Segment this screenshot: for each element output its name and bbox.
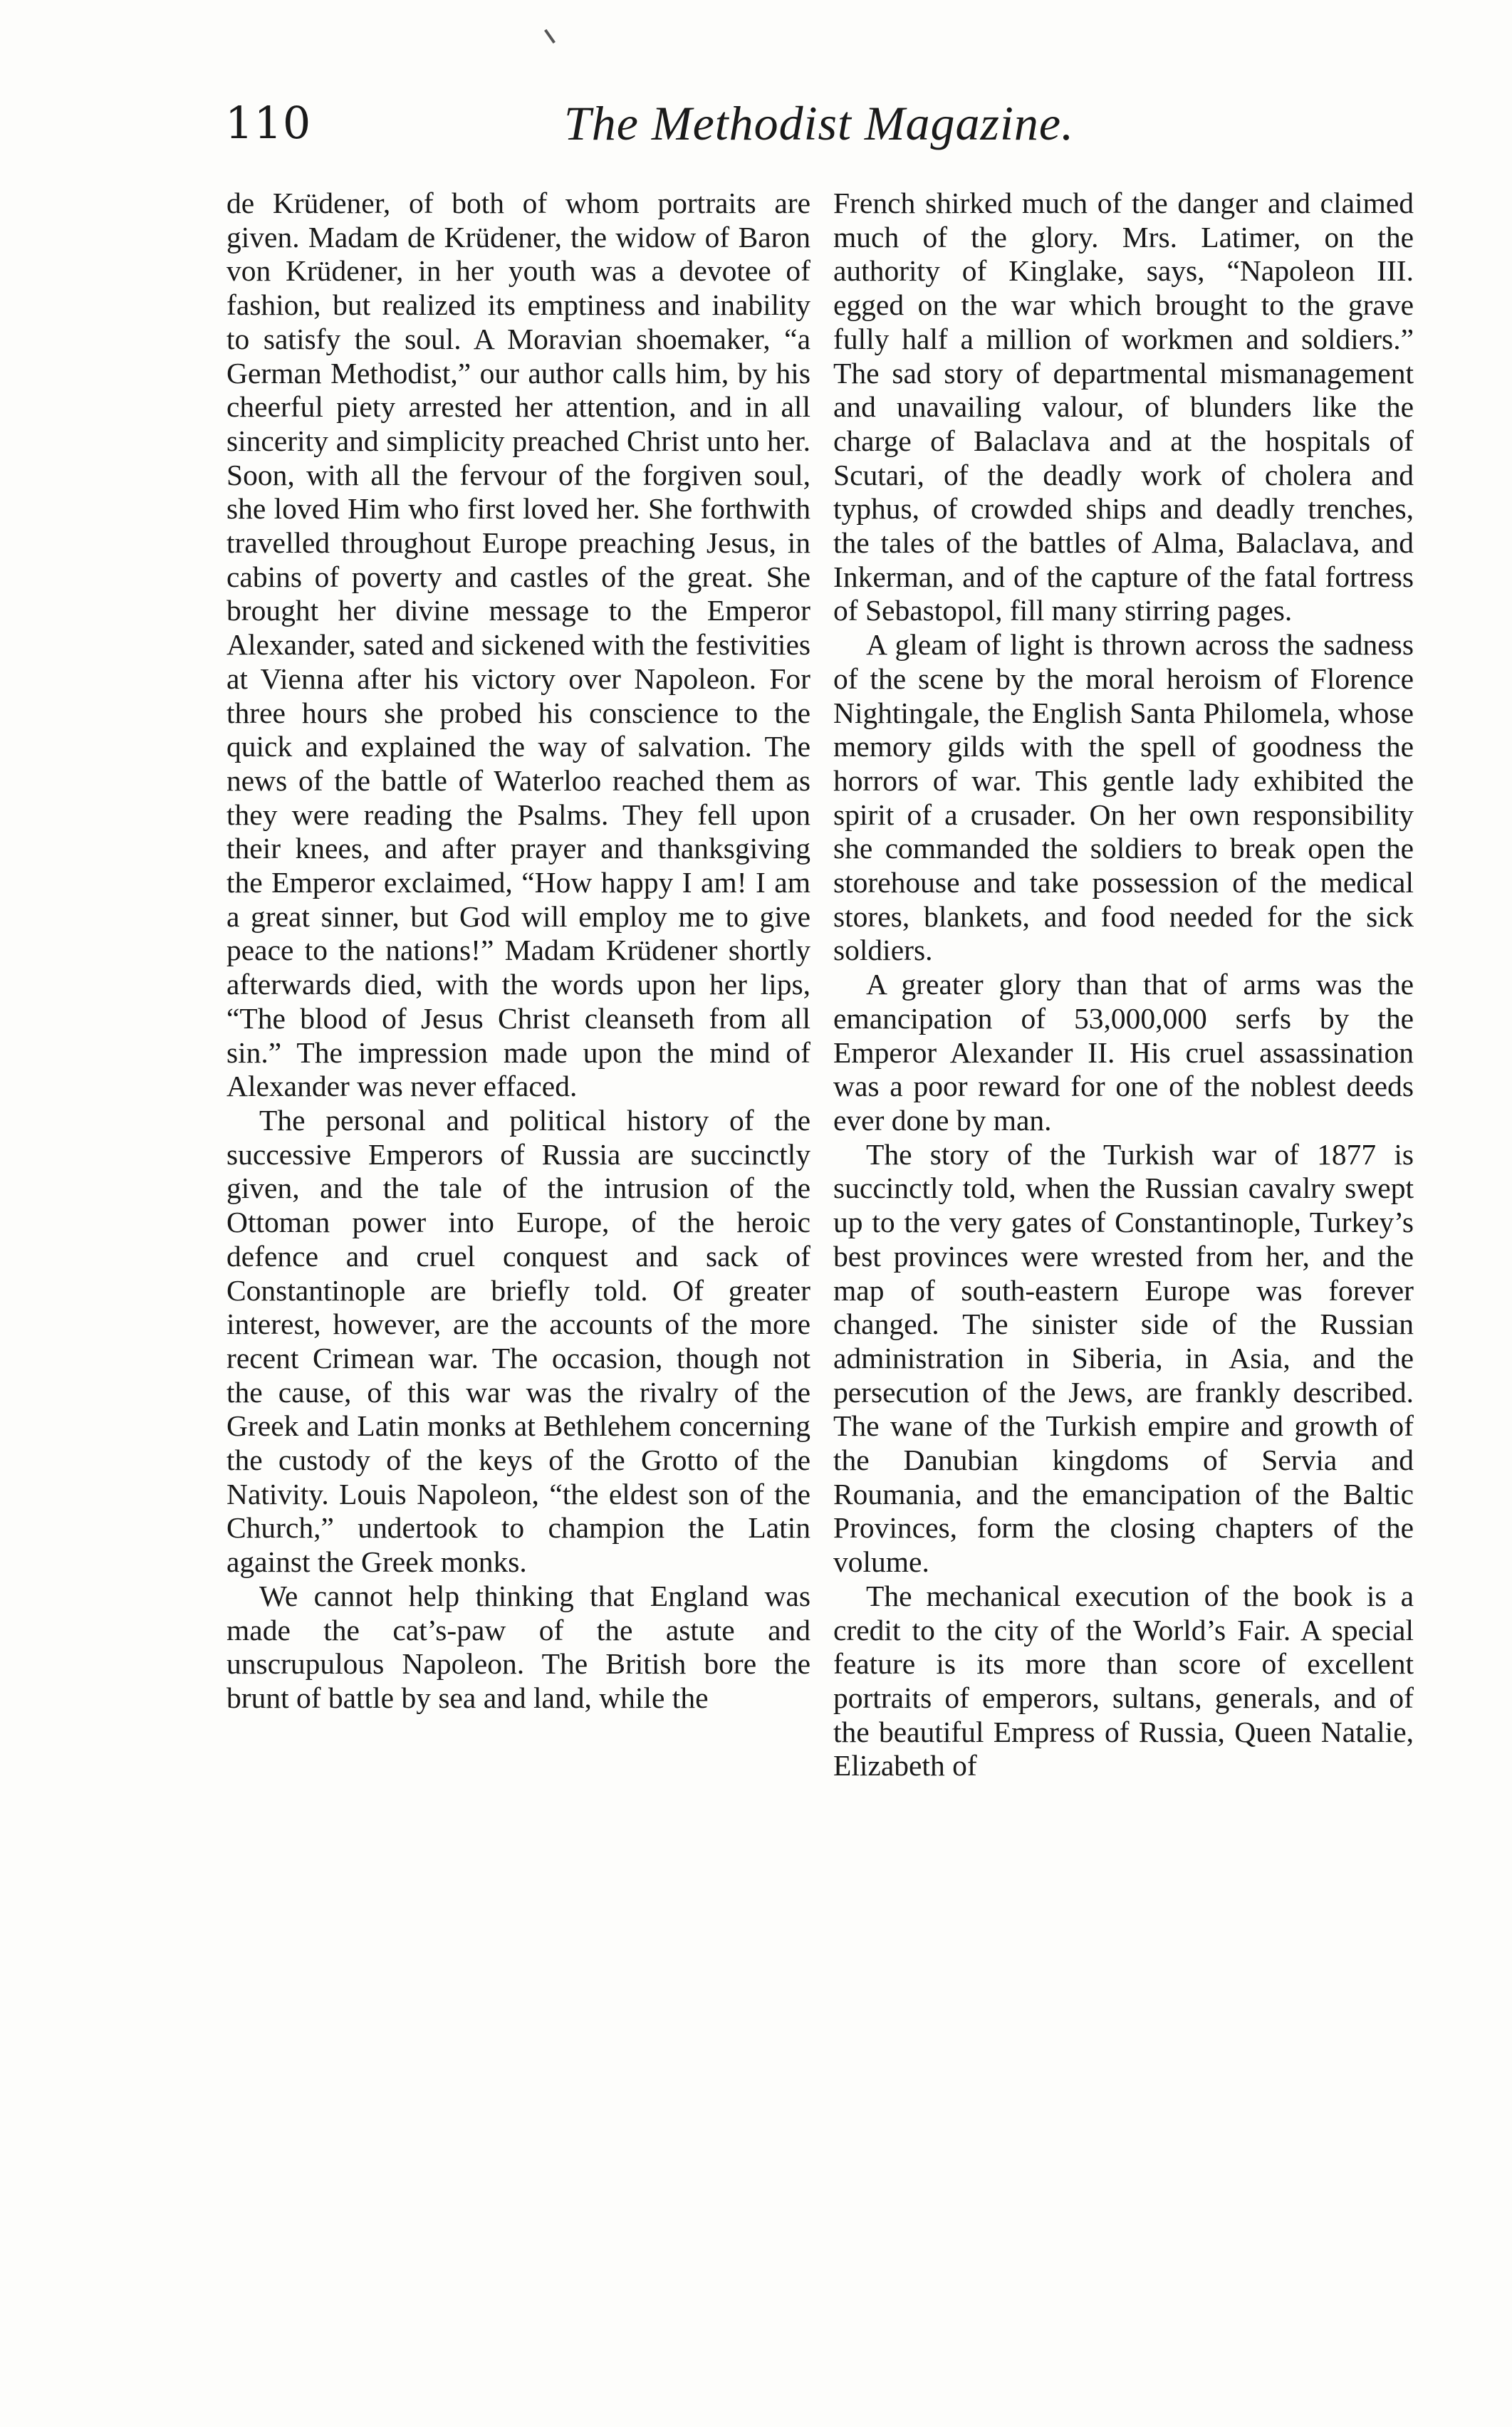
left-column [226, 187, 810, 1716]
page-number: 110 [225, 97, 312, 149]
paragraph: The mechanical execution of the book is a credit to the city of the World’s Fair. A special feature is its more than score of excellent portraits of emperors, sultans, generals, and of the beautiful Empress of Russia, Queen Natalie, Elizabeth of [833, 1579, 1414, 1783]
page-header [214, 91, 1424, 155]
paragraph: We cannot help thinking that England was made the cat’s-paw of the astute and unscrupulous Napoleon. The British bore the brunt of battle by sea and land, while the [226, 1579, 810, 1714]
running-title: The Methodist Magazine. [563, 96, 1075, 150]
print-speck [544, 29, 556, 43]
paragraph: A gleam of light is thrown across the sadness of the scene by the moral heroism of Florence Nightingale, the English Santa Philomela, whose memory gilds with the spell of goodness the horrors of war. This gentle lady exhibited the spirit of a crusader. On her own responsibility she commanded the soldiers to break open the storehouse and take possession of the medical stores, blankets, and food needed for the sick soldiers. [833, 628, 1414, 967]
paragraph: The personal and political history of the successive Emperors of Russia are succinctly given, and the tale of the intrusion of the Ottoman power into Europe, of the heroic defence and cruel conquest and sack of Constantinople are briefly told. Of greater interest, however, are the accounts of the more recent Crimean war. The occasion, though not the cause, of this war was the rivalry of the Greek and Latin monks at Bethlehem concerning the custody of the keys of the Grotto of the Nativity. Louis Napoleon, “the eldest son of the Church,” undertook to champion the Latin against the Greek monks. [226, 1103, 810, 1579]
paragraph: de Krüdener, of both of whom portraits are given. Madam de Krüdener, the widow of Baron von Krüdener, in her youth was a devotee of fashion, but realized its emptiness and inability to satisfy the soul. A Moravian shoemaker, “a German Methodist,” our author calls him, by his cheerful piety arrested her attention, and in all sincerity and simplicity preached Christ unto her. Soon, with all the fervour of the forgiven soul, she loved Him who first loved her. She forthwith travelled throughout Europe preaching Jesus, in cabins of poverty and castles of the great. She brought her divine message to the Emperor Alexander, sated and sickened with the festivities at Vienna after his victory over Napoleon. For three hours she probed his conscience to the quick and explained the way of salvation. The news of the battle of Waterloo reached them as they were reading the Psalms. They fell upon their knees, and after prayer and thanksgiving the Emperor exclaimed, “How happy I am! I am a great sinner, but God will employ me to give peace to the nations!” Madam Krüdener shortly afterwards died, with the words upon her lips, “The blood of Jesus Christ cleanseth from all sin.” The impression made upon the mind of Alexander was never effaced. [226, 187, 811, 1103]
paragraph: The story of the Turkish war of 1877 is succinctly told, when the Russian cavalry swept up to the very gates of Constantinople, Turkey’s best provinces were wrested from her, and the map of south-eastern Europe was forever changed. The sinister side of the Russian administration in Siberia, in Asia, and the persecution of the Jews, are frankly described. The wane of the Turkish empire and growth of the Danubian kingdoms of Servia and Roumania, and the emancipation of the Baltic Provinces, form the closing chapters of the volume. [833, 1137, 1414, 1579]
paragraph: A greater glory than that of arms was the emancipation of 53,000,000 serfs by the Emperor Alexander II. His cruel assassination was a poor reward for one of the noblest deeds ever done by man. [833, 968, 1414, 1137]
paragraph: French shirked much of the danger and claimed much of the glory. Mrs. Latimer, on the authority of Kinglake, says, “Napoleon III. egged on the war which brought to the grave fully half a million of workmen and soldiers.” The sad story of departmental mismanagement and unavailing valour, of blunders like the charge of Balaclava and at the hospitals of Scutari, of the deadly work of cholera and typhus, of crowded ships and deadly trenches, the tales of the battles of Alma, Balaclava, and Inkerman, and of the capture of the fatal fortress of Sebastopol, fill many stirring pages. [833, 187, 1414, 627]
right-column [833, 187, 1414, 1783]
